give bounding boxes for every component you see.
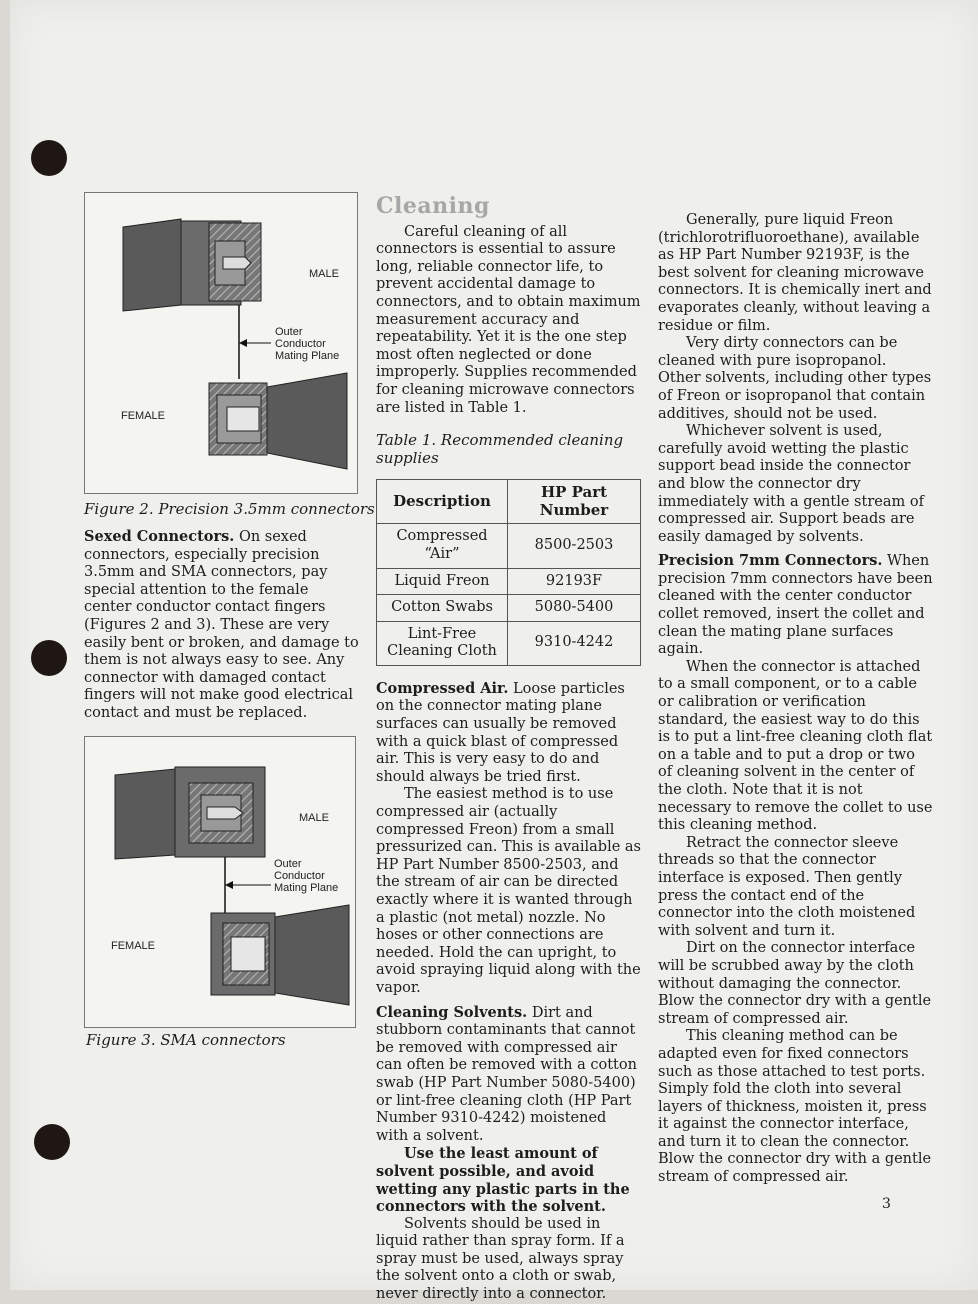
fig2-plane-label-1: Outer: [275, 326, 303, 338]
retract-sleeve-paragraph: Retract the connector sleeve threads so that the connector interface is exposed. Then gently press the contact end of the connector into the cloth moistened with solvent and turn it.: [658, 834, 916, 939]
cleaning-supplies-table: [376, 479, 641, 666]
fig3-female-label: FEMALE: [111, 940, 156, 952]
cleaning-heading: Cleaning: [376, 193, 490, 219]
support-bead-paragraph: Whichever solvent is used, carefully avoid wetting the plastic support bead inside the connector and blow the connector dry immediately with a gentle stream of compressed air. Support beads are easily damaged by solvents.: [658, 423, 924, 545]
table-cell-description: Cotton Swabs: [377, 595, 508, 622]
precision-3-5mm-connector-illustration: [85, 193, 357, 493]
solvent-warning: Use the least amount of solvent possible, and avoid wetting any plastic parts in the connectors with the solvent.: [376, 1145, 630, 1216]
precision-7mm-heading: Precision 7mm Connectors.: [658, 552, 883, 570]
table-cell-description: Lint-Free Cleaning Cloth: [377, 621, 508, 665]
figure-2-diagram: [84, 192, 358, 494]
figure-3-caption: [86, 1031, 286, 1049]
left-column: [84, 528, 359, 723]
binder-hole-middle: [31, 640, 67, 676]
cleaning-solvents-heading: Cleaning Solvents.: [376, 1003, 528, 1021]
figure-2-caption: [84, 500, 375, 518]
document-page: [10, 0, 978, 1303]
cleaning-solvents-paragraph: [376, 1004, 642, 1146]
fixed-connectors-paragraph: This cleaning method can be adapted even for fixed connectors such as those attached to test ports. Simply fold the cloth into several layers of thickness, moisten it, press it against the connector interface, and turn it to clean the connector. Blow the connector dry with a gentle stream of compressed air.: [658, 1028, 932, 1186]
table-cell-part-number: 8500-2503: [508, 524, 641, 568]
isopropanol-paragraph: Very dirty connectors can be cleaned with pure isopropanol. Other solvents, including other types of Freon or isopropanol that contain additives, should not be used.: [658, 335, 932, 422]
attached-connector-paragraph: When the connector is attached to a small component, or to a cable or calibration or verification standard, the easiest way to do this is to put a lint-free cleaning cloth flat on a table and to put a drop or two of cleaning solvent in the center of the cloth. Note that it is not necessary to remove the collet to use this cleaning method.: [658, 658, 933, 834]
compressed-air-paragraph-2: The easiest method is to use compressed air (actually compressed Freon) from a small pressurized can. This is available as HP Part Number 8500-2503, and the stream of air can be directed exactly where it is wanted through a plastic (not metal) nozzle. No hoses or other connections are needed. Hold the can upright, to avoid spraying liquid along with the vapor.: [376, 786, 642, 996]
fig3-plane-label-3: Mating Plane: [274, 882, 339, 894]
table-row: [377, 568, 641, 595]
sexed-connectors-body: On sexed connectors, especially precision 3.5mm and SMA connectors, pay special attention to the female center conductor contact fingers (Figures 2 and 3). These are very easily bent or broken, and damage to them is not always easy to see. Any connector with damaged contact fingers will not make good electrical contact and must be replaced.: [84, 529, 359, 721]
dirt-scrubbed-paragraph: Dirt on the connector interface will be scrubbed away by the cloth without damaging the connector. Blow the connector dry with a gentle stream of compressed air.: [658, 940, 932, 1027]
figure-3-number: Figure 3.: [86, 1031, 156, 1049]
fig2-plane-label-3: Mating Plane: [275, 350, 340, 362]
cleaning-solvents-body: Dirt and stubborn contaminants that cannot be removed with compressed air can often be removed with a cotton swab (HP Part Number 5080-5400) or lint-free cleaning cloth (HP Part Number 9310-4242) moistened with a solvent.: [376, 1004, 637, 1144]
table-cell-part-number: 9310-4242: [508, 621, 641, 665]
cleaning-intro: Careful cleaning of all connectors is essential to assure long, reliable connector life, to prevent accidental damage to connectors, and to obtain maximum measurement accuracy and repeatability. Yet it is the one step most often neglected or done improperly. Supplies recommended for cleaning microwave connectors are listed in Table 1.: [376, 223, 641, 416]
compressed-air-heading: Compressed Air.: [376, 679, 509, 697]
page-number: 3: [882, 1196, 891, 1212]
fig2-male-label: MALE: [309, 268, 339, 280]
fig3-male-label: MALE: [299, 812, 329, 824]
fig3-plane-label-1: Outer: [274, 858, 302, 870]
table-cell-description: Liquid Freon: [377, 568, 508, 595]
precision-7mm-paragraph: [658, 552, 933, 659]
table-row: [377, 524, 641, 568]
binder-hole-bottom: [34, 1124, 70, 1160]
precision-7mm-body: When precision 7mm connectors have been cleaned with the center conductor collet removed, insert the collet and clean the mating plane surfaces again.: [658, 553, 933, 658]
compressed-air-paragraph: [376, 680, 642, 787]
binder-hole-top: [31, 140, 67, 176]
middle-column: [376, 193, 642, 1304]
table-row: [377, 621, 641, 665]
table-header-part-number: HP Part Number: [508, 480, 641, 524]
compressed-air-body: Loose particles on the connector mating plane surfaces can usually be removed with a quick blast of compressed air. This is very easy to do and should always be tried first.: [376, 680, 625, 785]
table-header-row: [377, 480, 641, 524]
figure-2-text: Precision 3.5mm connectors: [158, 500, 375, 518]
fig3-plane-label-2: Conductor: [274, 870, 325, 882]
freon-paragraph: Generally, pure liquid Freon (trichlorotrifluoroethane), available as HP Part Number 92193F, is the best solvent for cleaning microwave connectors. It is chemically inert and evaporates cleanly, without leaving a residue or film.: [658, 212, 932, 334]
table-cell-part-number: 5080-5400: [508, 595, 641, 622]
solvent-spray-paragraph: Solvents should be used in liquid rather than spray form. If a spray must be used, always spray the solvent onto a cloth or swab, never directly into a connector.: [376, 1215, 625, 1303]
table-cell-description: Compressed “Air”: [377, 524, 508, 568]
sma-connector-illustration: [85, 737, 355, 1027]
table-1-caption: Table 1. Recommended cleaning supplies: [376, 431, 624, 468]
table-header-description: Description: [377, 480, 508, 524]
figure-2-number: Figure 2.: [84, 500, 154, 518]
table-cell-part-number: 92193F: [508, 568, 641, 595]
right-column: [658, 212, 933, 1187]
table-row: [377, 595, 641, 622]
sexed-connectors-paragraph: [84, 528, 359, 723]
fig2-plane-label-2: Conductor: [275, 338, 326, 350]
fig2-female-label: FEMALE: [121, 410, 166, 422]
figure-3-diagram: [84, 736, 356, 1028]
figure-3-text: SMA connectors: [160, 1031, 286, 1049]
sexed-connectors-heading: Sexed Connectors.: [84, 528, 235, 545]
